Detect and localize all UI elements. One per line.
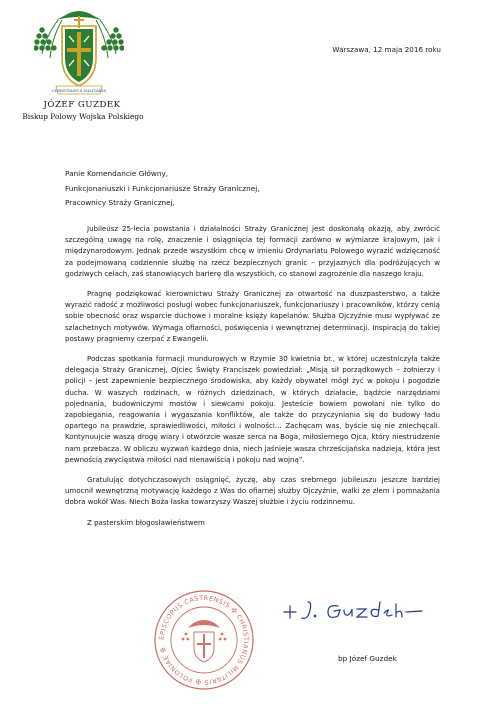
- official-seal-stamp: [152, 588, 256, 692]
- salutation-line: Pracownicy Straży Granicznej,: [65, 198, 176, 207]
- seal-ring-text: EPISCOPUS CASTRENSIS ✠ CHRISTIANUS MILITARIS ✠ POLONIAE ✠: [158, 594, 250, 686]
- body-paragraph: Pragnę podziękować kierownictwu Straży Granicznej za otwartość na duszpasterstwo, a także wyrazić radość z możliwości posługi wobec funkcjonariuszek, funkcjonariuszy i pracowników, którzy cenią sobie obecność oraz wsparcie duchowe i moralne księży kapelanów. Służba Ojczyźnie musi wypływać ze szlachetnych motywów. Wymaga ofiarności, poświęcenia i wewnętrznej determinacji. Inspiracją do takiej postawy pragniemy czerpać z Ewangelii.: [65, 289, 440, 343]
- salutation-line: Panie Komendancie Główny,: [65, 169, 169, 178]
- body-paragraph: Gratulując dotychczasowych osiągnięć, życzę, aby czas srebrnego jubileuszu jeszcze bardziej umocnił wewnętrzną motywację każdego z Was do ofiarnej służby Ojczyźnie, walki ze złem i pomnażania dobra wokół Was. Niech Boża łaska towarzyszy Waszej służbie i życiu rodzinnemu.: [65, 475, 440, 507]
- body-paragraph: Podczas spotkania formacji mundurowych w Rzymie 30 kwietnia br., w której uczestniczyła także delegacja Straży Granicznej, Ojciec Święty Franciszek powiedział: „Misją sił porządkowych – żołnierzy i policji – jest zapewnienie bezpiecznego środowiska, aby każdy obywatel mógł żyć w pokoju i pogodzie ducha. W waszych rodzinach, w różnych dziedzinach, w których działacie, bądźcie narzędziami pojednania, budowniczymi mostów i siewcami pokoju. Jesteście bowiem powołani nie tylko do zapobiegania, reagowania i wygaszania konfliktów, ale także do przyczyniania się do budowy ładu opartego na prawdzie, sprawiedliwości, miłości i wolności… Zachęcam was, byście się nie zniechęcali. Kontynuujcie waszą drogę wiary i otwórzcie wasze serca na Boga, miłosiernego Ojca, który niestrudzenie nam przebacza. W obliczu wyzwań każdego dnia, niech jaśnieje wasza chrześcijańska nadzieja, która jest pewnością zwycięstwa miłości nad nienawiścią i pokoju nad wojną”.: [65, 354, 440, 464]
- salutation: [65, 167, 260, 211]
- signed-name: bp Józef Guzdek: [338, 654, 397, 663]
- letter-date: Warszawa, 12 maja 2016 roku: [332, 45, 441, 54]
- letter-body: [65, 223, 440, 528]
- handwritten-signature: [282, 596, 432, 624]
- closing-greeting: Z pasterskim błogosławieństwem: [87, 517, 205, 527]
- bishop-coat-of-arms: [34, 6, 124, 98]
- body-paragraph: Jubileusz 25-lecia powstania i działalności Straży Granicznej jest doskonałą okazją, aby zwrócić szczególną uwagę na rolę, znaczenie i osiągnięcia tej formacji zarówno w wymiarze krajowym, jak i międzynarodowym. Jednak przede wszystkim chcę w imieniu Ordynariatu Polowego wyrazić wdzięczność za podejmowaną codziennie służbę na rzecz bezpiecznych granic – przyjaznych dla podróżujących w godziwych celach, zaś stanowiących barierę dla wszystkich, co stanowi zagrożenie dla naszego kraju.: [65, 224, 440, 278]
- salutation-line: Funkcjonariuszki i Funkcjonariusze Straży Granicznej,: [65, 183, 260, 193]
- crest-motto: CHRISTIANUS MILITARIS: [51, 88, 107, 93]
- bishop-title: Biskup Polowy Wojska Polskiego: [22, 112, 144, 121]
- bishop-name: JÓZEF GUZDEK: [43, 100, 121, 110]
